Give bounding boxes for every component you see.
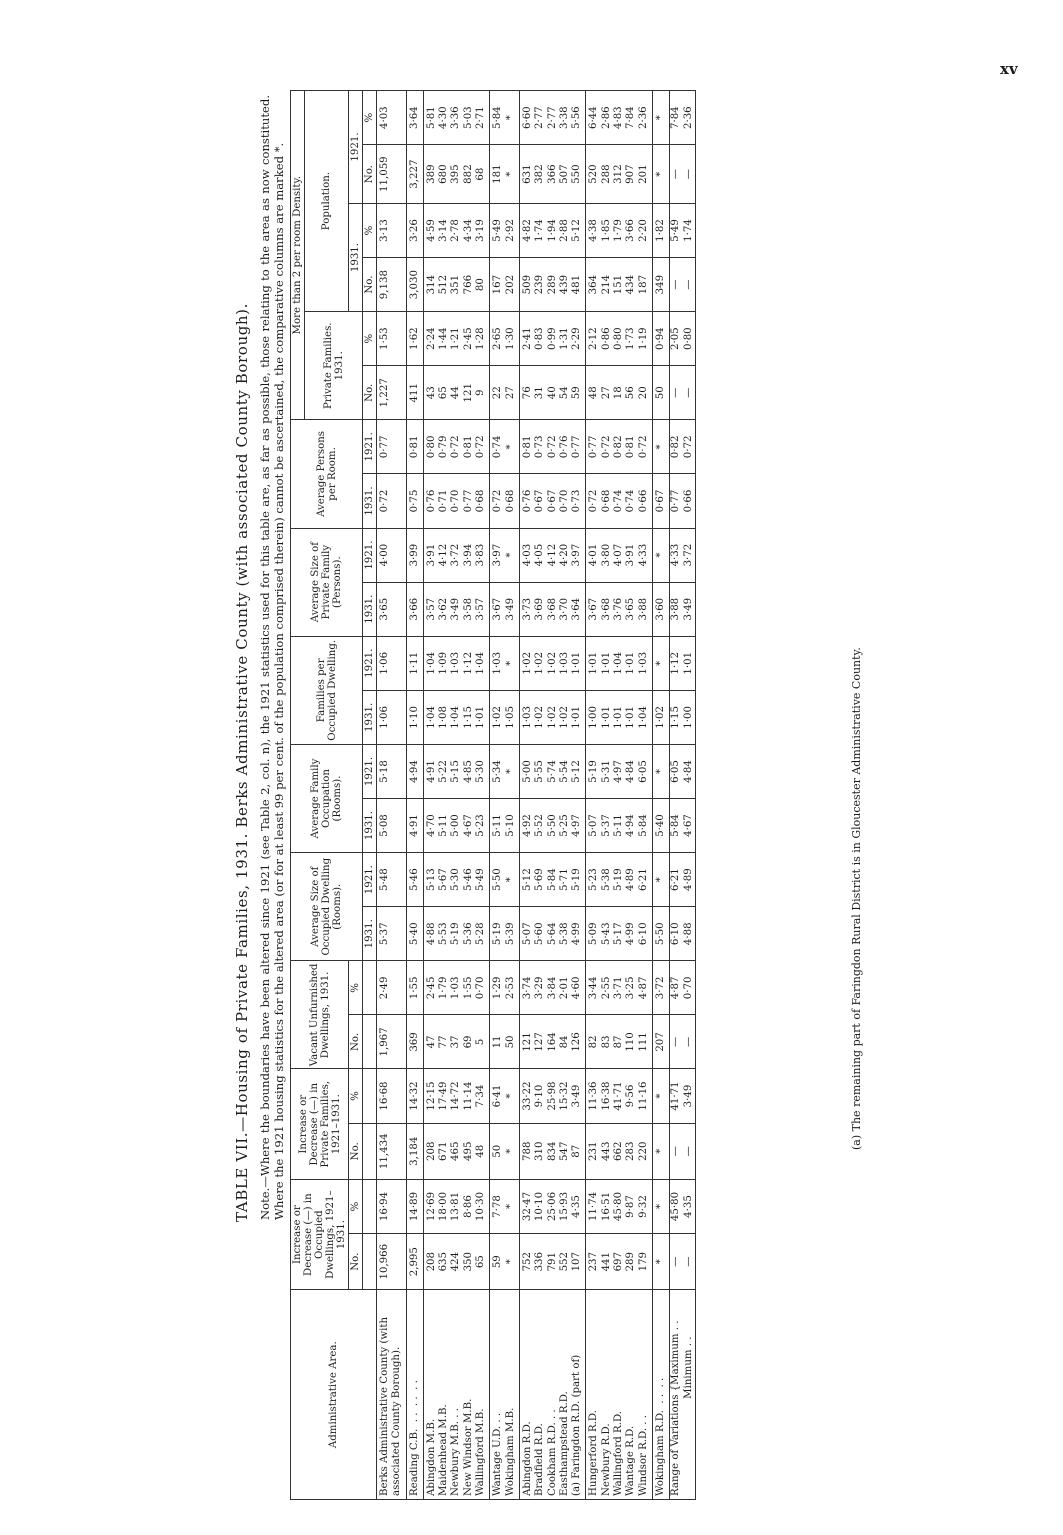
header-year-1921: 1921. (363, 744, 377, 798)
header-pct: % (349, 961, 363, 1015)
value-cell: 181 * (490, 145, 520, 204)
value-cell: 5·18 (377, 744, 407, 798)
header-area: Administrative Area. (291, 1290, 377, 1500)
value-cell: * (652, 420, 669, 474)
value-cell: 2·65 1·30 (490, 312, 520, 366)
value-cell: 2·24 1·44 1·21 2·45 1·28 (423, 312, 489, 366)
table-row (519, 91, 585, 1500)
value-cell: 5·07 5·37 5·11 4·94 5·84 (586, 799, 652, 853)
value-cell: * (652, 145, 669, 204)
value-cell: 6·60 2·77 2·77 3·38 5·56 (519, 91, 585, 145)
value-cell: 0·67 (652, 474, 669, 528)
table-row (670, 91, 696, 1500)
page-number: xv (1000, 60, 1018, 78)
value-cell: 5·09 5·43 5·17 4·99 6·10 (586, 907, 652, 961)
area-name-cell: Wantage U.D. . . Wokingham M.B. (490, 1290, 520, 1500)
value-cell: 45·80 4·35 (670, 1179, 696, 1233)
value-cell: * (652, 636, 669, 690)
housing-table (290, 90, 696, 1500)
value-cell: 5·48 (377, 853, 407, 907)
value-cell: 2,995 (406, 1234, 423, 1290)
value-cell: 7·78 * (490, 1179, 520, 1233)
value-cell: 4·91 (406, 799, 423, 853)
value-cell: 76 31 40 54 59 (519, 366, 585, 420)
header-no: No. (349, 1123, 363, 1179)
value-cell: 50 * (490, 1123, 520, 1179)
value-cell: 5·50 * (490, 853, 520, 907)
value-cell: 1,227 (377, 366, 407, 420)
value-cell: 3·66 (406, 582, 423, 636)
value-cell: 41·71 3·49 (670, 1069, 696, 1123)
value-cell: 3·67 3·68 3·76 3·65 3·88 (586, 582, 652, 636)
footnote: (a) The remaining part of Faringdon Rural District is in Gloucester Administrative County. (850, 647, 863, 1150)
value-cell: 5·12 5·69 5·84 5·71 5·19 (519, 853, 585, 907)
value-cell: 9,138 (377, 258, 407, 312)
value-cell: 0·77 (377, 420, 407, 474)
header-no: No. (363, 258, 377, 312)
value-cell: 167 202 (490, 258, 520, 312)
value-cell: * (652, 1123, 669, 1179)
value-cell: 0·82 0·72 (670, 420, 696, 474)
value-cell: 5·00 5·55 5·74 5·54 5·12 (519, 744, 585, 798)
value-cell: — — (670, 1015, 696, 1069)
value-cell: 5·19 5·39 (490, 907, 520, 961)
value-cell: 5·81 4·30 3·36 5·03 2·71 (423, 91, 489, 145)
header-year-1931: 1931. (349, 203, 363, 311)
value-cell: 520 288 312 907 201 (586, 145, 652, 204)
value-cell: 1·29 2·53 (490, 961, 520, 1015)
value-cell: * (652, 91, 669, 145)
header-population: Population. (305, 91, 349, 312)
value-cell: — — (670, 1123, 696, 1179)
value-cell: 121 127 164 84 126 (519, 1015, 585, 1069)
value-cell: 4·70 5·11 5·00 4·67 5·23 (423, 799, 489, 853)
header-no: No. (363, 366, 377, 420)
value-cell: 4·88 5·53 5·19 5·36 5·28 (423, 907, 489, 961)
header-year-1921: 1921. (363, 853, 377, 907)
area-name-cell: Reading C.B. . . . . . . (406, 1290, 423, 1500)
value-cell: 5·07 5·60 5·64 5·38 4·99 (519, 907, 585, 961)
header-year-1931: 1931. (363, 690, 377, 744)
value-cell: 2·12 0·86 0·80 1·73 1·19 (586, 312, 652, 366)
value-cell: * (652, 853, 669, 907)
value-cell: 349 (652, 258, 669, 312)
value-cell: 2·41 0·83 0·99 1·31 2·29 (519, 312, 585, 366)
header-no: No. (363, 145, 377, 204)
value-cell: 3·67 3·49 (490, 582, 520, 636)
header-blank (363, 961, 377, 1015)
header-blank (363, 1069, 377, 1123)
table-row (652, 91, 669, 1500)
value-cell: 4·03 4·05 4·12 4·20 3·97 (519, 528, 585, 582)
value-cell: 48 27 18 56 20 (586, 366, 652, 420)
value-cell: 0·75 (406, 474, 423, 528)
header-vacant: Vacant Unfurnished Dwellings, 1931. (291, 961, 349, 1069)
value-cell: 50 (652, 366, 669, 420)
header-blank (363, 1015, 377, 1069)
header-size-dwelling: Average Size of Occupied Dwelling (Rooms). (291, 853, 363, 961)
value-cell: 3·91 4·12 3·72 3·94 3·83 (423, 528, 489, 582)
value-cell: 0·72 (377, 474, 407, 528)
value-cell: 14·89 (406, 1179, 423, 1233)
value-cell: 0·77 0·66 (670, 474, 696, 528)
header-year-1931: 1931. (363, 799, 377, 853)
value-cell: 3·13 (377, 203, 407, 257)
value-cell: 0·72 0·68 0·74 0·74 0·66 (586, 474, 652, 528)
value-cell: 208 635 424 350 65 (423, 1234, 489, 1290)
value-cell: 11 50 (490, 1015, 520, 1069)
value-cell: * (652, 1069, 669, 1123)
value-cell: 3·26 (406, 203, 423, 257)
value-cell: 5·08 (377, 799, 407, 853)
value-cell: 3,030 (406, 258, 423, 312)
value-cell: 1·04 1·08 1·04 1·15 1·01 (423, 690, 489, 744)
area-name-cell: Abingdon R.D. Bradfield R.D. Cookham R.D. . . Easthampstead R.D. (a) Faringdon R.D. (part of) (519, 1290, 585, 1500)
value-cell: 16·68 (377, 1069, 407, 1123)
value-cell: 5·84 * (490, 91, 520, 145)
value-cell: 5·23 5·38 5·19 4·89 6·21 (586, 853, 652, 907)
value-cell: — — (670, 258, 696, 312)
value-cell: 208 671 465 495 48 (423, 1123, 489, 1179)
header-no: No. (349, 1234, 363, 1290)
value-cell: 1·03 * (490, 636, 520, 690)
value-cell: 5·84 4·67 (670, 799, 696, 853)
value-cell: 1·10 (406, 690, 423, 744)
header-pct: % (363, 203, 377, 257)
value-cell: 6·44 2·86 4·83 7·84 2·36 (586, 91, 652, 145)
value-cell: 4·59 3·14 2·78 4·34 3·19 (423, 203, 489, 257)
value-cell: 3,184 (406, 1123, 423, 1179)
header-families-per-dwelling: Families per Occupied Dwelling. (291, 636, 363, 744)
value-cell: 2·05 0·80 (670, 312, 696, 366)
header-no: No. (349, 1015, 363, 1069)
value-cell: 369 (406, 1015, 423, 1069)
value-cell: 5·40 (652, 799, 669, 853)
header-pct: % (363, 91, 377, 145)
value-cell: 1·62 (406, 312, 423, 366)
value-cell: 5·34 * (490, 744, 520, 798)
value-cell: — — (670, 1234, 696, 1290)
value-cell: — — (670, 366, 696, 420)
value-cell: 1·55 (406, 961, 423, 1015)
value-cell: 2·49 (377, 961, 407, 1015)
value-cell: 3·97 * (490, 528, 520, 582)
header-blank (363, 1123, 377, 1179)
value-cell: 6·05 4·84 (670, 744, 696, 798)
value-cell: 752 336 791 552 107 (519, 1234, 585, 1290)
value-cell: 0·81 0·73 0·72 0·76 0·77 (519, 420, 585, 474)
value-cell: 3·57 3·62 3·49 3·58 3·57 (423, 582, 489, 636)
value-cell: 0·81 (406, 420, 423, 474)
value-cell: 2·45 1·79 1·03 1·55 0·70 (423, 961, 489, 1015)
value-cell: 6·10 4·88 (670, 907, 696, 961)
header-increase-dwellings: Increase or Decrease (—) in Occupied Dwellings, 1921–1931. (291, 1179, 349, 1289)
value-cell: 1·01 1·01 1·04 1·01 1·03 (586, 636, 652, 690)
value-cell: 4·01 3·80 4·07 3·91 4·33 (586, 528, 652, 582)
area-name-cell: Wokingham R.D. . . . . (652, 1290, 669, 1500)
value-cell: 364 214 151 434 187 (586, 258, 652, 312)
value-cell: 0·76 0·67 0·67 0·70 0·73 (519, 474, 585, 528)
value-cell: * (652, 1234, 669, 1290)
value-cell: 788 310 834 547 87 (519, 1123, 585, 1179)
header-year-1931: 1931. (363, 907, 377, 961)
value-cell: 5·37 (377, 907, 407, 961)
value-cell: 3,227 (406, 145, 423, 204)
value-cell: 237 441 697 289 179 (586, 1234, 652, 1290)
header-year-1921: 1921. (363, 528, 377, 582)
value-cell: 5·40 (406, 907, 423, 961)
value-cell: 389 680 395 882 68 (423, 145, 489, 204)
header-blank (363, 1179, 377, 1233)
value-cell: 3·74 3·29 3·84 2·01 4·60 (519, 961, 585, 1015)
value-cell: 314 512 351 766 80 (423, 258, 489, 312)
value-cell: * (652, 744, 669, 798)
value-cell: 1·04 1·09 1·03 1·12 1·04 (423, 636, 489, 690)
header-year-1921: 1921. (363, 636, 377, 690)
value-cell: * (652, 1179, 669, 1233)
value-cell: 43 65 44 121 9 (423, 366, 489, 420)
value-cell: 10,966 (377, 1234, 407, 1290)
value-cell: 5·49 2·92 (490, 203, 520, 257)
header-year-1931: 1931. (363, 474, 377, 528)
value-cell: 33·22 9·10 25·98 15·32 3·49 (519, 1069, 585, 1123)
value-cell: * (652, 528, 669, 582)
header-year-1931: 1931. (363, 582, 377, 636)
value-cell: 1·02 1·05 (490, 690, 520, 744)
table-title: TABLE VII.—Housing of Private Families, 1931. Berks Administrative County (with associated County Borough). (233, 303, 251, 1222)
value-cell: 5·49 1·74 (670, 203, 696, 257)
value-cell: 509 239 289 439 481 (519, 258, 585, 312)
value-cell: 6·21 4·89 (670, 853, 696, 907)
value-cell: 14·32 (406, 1069, 423, 1123)
value-cell: 3·88 3·49 (670, 582, 696, 636)
value-cell: 0·74 * (490, 420, 520, 474)
header-family-occupation: Average Family Occupation (Rooms). (291, 744, 363, 852)
value-cell: 3·73 3·69 3·68 3·70 3·64 (519, 582, 585, 636)
value-cell: 3·99 (406, 528, 423, 582)
value-cell: 5·19 5·31 4·97 4·84 6·05 (586, 744, 652, 798)
area-name-cell: Berks Administrative County (with associated County Borough). (377, 1290, 407, 1500)
area-name-cell: Range of Variations {Maximum . . Minimum . . (670, 1290, 696, 1500)
value-cell: 5·13 5·67 5·30 5·46 5·49 (423, 853, 489, 907)
header-size-family: Average Size of Private Family (Persons). (291, 528, 363, 636)
header-increase-families: Increase or Decrease (—) in Private Families, 1921–1931. (291, 1069, 349, 1179)
table-row (490, 91, 520, 1500)
value-cell: 11·74 16·51 45·80 9·87 9·32 (586, 1179, 652, 1233)
value-cell: 47 77 37 69 5 (423, 1015, 489, 1069)
value-cell: 4·87 0·70 (670, 961, 696, 1015)
value-cell: 1·02 (652, 690, 669, 744)
table-row (377, 91, 407, 1500)
value-cell: 11·36 16·38 41·71 9·56 11·16 (586, 1069, 652, 1123)
value-cell: 5·50 (652, 907, 669, 961)
header-persons-per-room: Average Persons per Room. (291, 420, 363, 528)
header-year-1921: 1921. (349, 91, 363, 204)
value-cell: 1·02 1·02 1·02 1·03 1·01 (519, 636, 585, 690)
value-cell: 12·15 17·49 14·72 11·14 7·34 (423, 1069, 489, 1123)
value-cell: 32·47 10·10 25·06 15·93 4·35 (519, 1179, 585, 1233)
table-row (423, 91, 489, 1500)
header-blank (363, 1234, 377, 1290)
value-cell: 1,967 (377, 1015, 407, 1069)
value-cell: 11,059 (377, 145, 407, 204)
value-cell: 4·33 3·72 (670, 528, 696, 582)
value-cell: 1·11 (406, 636, 423, 690)
value-cell: 59 * (490, 1234, 520, 1290)
table-row (586, 91, 652, 1500)
value-cell: 0·94 (652, 312, 669, 366)
value-cell: — — (670, 145, 696, 204)
value-cell: 631 382 366 507 550 (519, 145, 585, 204)
value-cell: 4·91 5·22 5·15 4·85 5·30 (423, 744, 489, 798)
value-cell: 4·03 (377, 91, 407, 145)
value-cell: 1·00 1·01 1·01 1·01 1·04 (586, 690, 652, 744)
value-cell: 22 27 (490, 366, 520, 420)
value-cell: 1·06 (377, 636, 407, 690)
header-pct: % (363, 312, 377, 366)
value-cell: 207 (652, 1015, 669, 1069)
value-cell: 5·46 (406, 853, 423, 907)
value-cell: 0·76 0·71 0·70 0·77 0·68 (423, 474, 489, 528)
header-density: More than 2 per room Density. (291, 91, 305, 420)
area-name-cell: Hungerford R.D. Newbury R.D. Wallingford R.D. Wantage R.D. Windsor R.D. . . (586, 1290, 652, 1500)
header-private-families-1931: Private Families. 1931. (305, 312, 363, 420)
value-cell: 3·72 (652, 961, 669, 1015)
header-year-1921: 1921. (363, 420, 377, 474)
value-cell: 4·38 1·85 1·79 3·66 2·20 (586, 203, 652, 257)
value-cell: 3·64 (406, 91, 423, 145)
value-cell: 0·80 0·79 0·72 0·81 0·72 (423, 420, 489, 474)
value-cell: 231 443 662 283 220 (586, 1123, 652, 1179)
value-cell: 1·06 (377, 690, 407, 744)
header-pct: % (349, 1069, 363, 1123)
value-cell: 4·92 5·52 5·50 5·25 4·97 (519, 799, 585, 853)
value-cell: 7·84 2·36 (670, 91, 696, 145)
value-cell: 0·77 0·72 0·82 0·81 0·72 (586, 420, 652, 474)
value-cell: 6·41 * (490, 1069, 520, 1123)
note-text: Note.—Where the boundaries have been altered since 1921 (see Table 2, col. n), the 1921 statistics used for this table are, as far as possible, those relating to the area as now constituted. Where the 1921 housing statistics for the altered area (or for at least 99 per cent. of the population comprised therein) cannot be ascertained, the comparative columns are marked *. (258, 95, 286, 1220)
value-cell: 3·60 (652, 582, 669, 636)
value-cell: 5·11 5·10 (490, 799, 520, 853)
value-cell: 1·15 1·00 (670, 690, 696, 744)
value-cell: 4·82 1·74 1·94 2·88 5·12 (519, 203, 585, 257)
value-cell: 4·00 (377, 528, 407, 582)
value-cell: 1·82 (652, 203, 669, 257)
value-cell: 0·72 0·68 (490, 474, 520, 528)
value-cell: 11,434 (377, 1123, 407, 1179)
value-cell: 1·03 1·02 1·02 1·02 1·01 (519, 690, 585, 744)
table-body (377, 91, 696, 1500)
table-row (406, 91, 423, 1500)
value-cell: 3·65 (377, 582, 407, 636)
value-cell: 16·94 (377, 1179, 407, 1233)
value-cell: 82 83 87 110 111 (586, 1015, 652, 1069)
value-cell: 12·69 18·00 13·81 8·86 10·30 (423, 1179, 489, 1233)
value-cell: 3·44 2·55 3·71 3·25 4·87 (586, 961, 652, 1015)
area-name-cell: Abingdon M.B. Maidenhead M.B. Newbury M.B. . . New Windsor M.B. Wallingford M.B. (423, 1290, 489, 1500)
value-cell: 1·53 (377, 312, 407, 366)
value-cell: 1·12 1·01 (670, 636, 696, 690)
value-cell: 4·94 (406, 744, 423, 798)
value-cell: 411 (406, 366, 423, 420)
header-pct: % (349, 1179, 363, 1233)
